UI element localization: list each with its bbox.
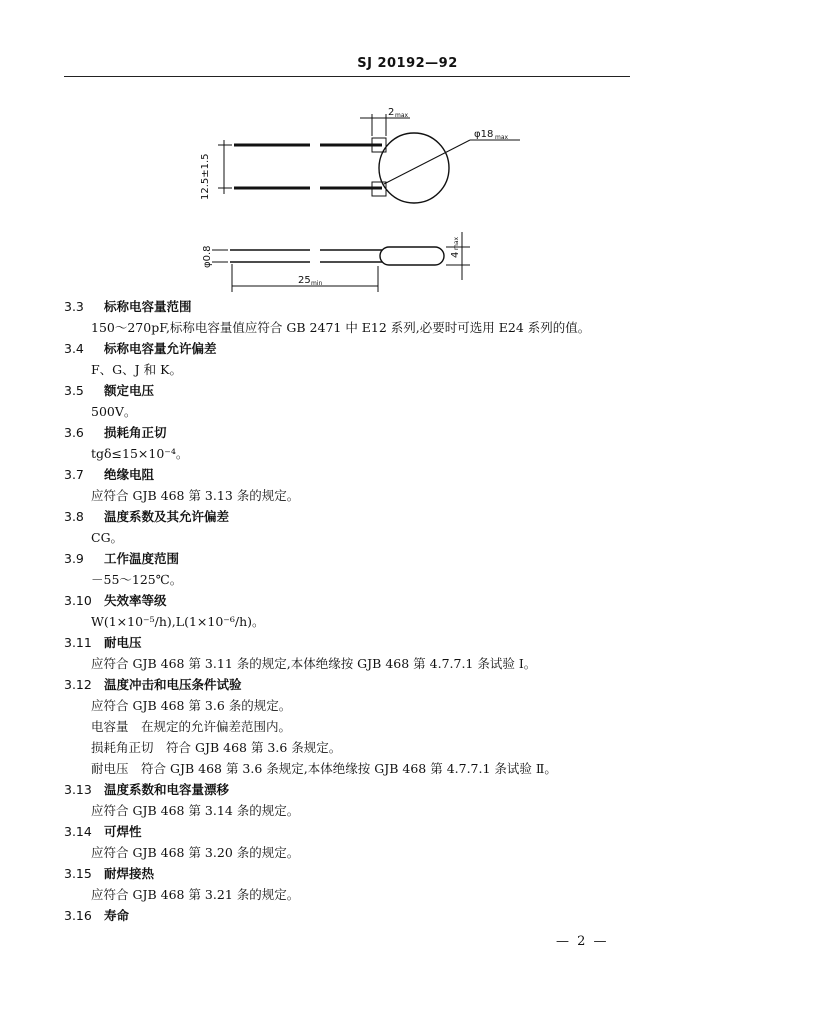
section-heading	[64, 380, 664, 401]
section	[64, 590, 664, 632]
dim-body-offset: 2	[388, 107, 395, 118]
section-body-line: F、G、J 和 K。	[91, 362, 182, 377]
section-number: 3.9	[64, 551, 84, 566]
section-number: 3.6	[64, 425, 84, 440]
section-number: 3.10	[64, 593, 92, 608]
section-heading	[64, 506, 664, 527]
dim-diameter: φ18	[474, 129, 494, 140]
section-number: 3.13	[64, 782, 92, 797]
section	[64, 338, 664, 380]
section-title: 温度系数和电容量漂移	[104, 782, 230, 797]
section-title: 标称电容量允许偏差	[104, 341, 217, 356]
section-heading	[64, 464, 664, 485]
section	[64, 905, 664, 926]
section-title: 温度冲击和电压条件试验	[104, 677, 242, 692]
section-body-line: 应符合 GJB 468 第 3.11 条的规定,本体绝缘按 GJB 468 第 4.7.7.1 条试验 Ⅰ。	[91, 656, 537, 671]
section-heading	[64, 632, 664, 653]
section-number: 3.4	[64, 341, 84, 356]
section-number: 3.14	[64, 824, 92, 839]
section-title: 耐焊接热	[104, 866, 155, 881]
section-body-line: tgδ≤15×10⁻⁴。	[91, 446, 189, 461]
dim-lead-length: 25	[298, 275, 311, 286]
section-title: 寿命	[104, 908, 130, 923]
page-number: — 2 —	[556, 934, 609, 949]
document-code: SJ 20192—92	[357, 56, 458, 71]
section	[64, 548, 664, 590]
section-number: 3.12	[64, 677, 92, 692]
section	[64, 863, 664, 905]
section-number: 3.8	[64, 509, 84, 524]
section-body-line: 应符合 GJB 468 第 3.13 条的规定。	[91, 488, 300, 503]
section-heading	[64, 338, 664, 359]
section-number: 3.7	[64, 467, 84, 482]
section-title: 失效率等级	[104, 593, 167, 608]
section	[64, 380, 664, 422]
section-body-line: 电容量 在规定的允许偏差范围内。	[91, 719, 292, 734]
section-body-line: 耐电压 符合 GJB 468 第 3.6 条规定,本体绝缘按 GJB 468 第 4.7.7.1 条试验 Ⅱ。	[91, 761, 557, 776]
section-heading	[64, 863, 664, 884]
section-heading	[64, 422, 664, 443]
dim-body-offset-sub: max	[395, 112, 409, 119]
section-title: 绝缘电阻	[104, 467, 155, 482]
section-number: 3.11	[64, 635, 92, 650]
section-body-line: 应符合 GJB 468 第 3.6 条的规定。	[91, 698, 292, 713]
requirements-sections	[64, 296, 664, 926]
section	[64, 296, 664, 338]
section-title: 标称电容量范围	[104, 299, 192, 314]
header-rule	[64, 76, 630, 77]
section-body-line: 应符合 GJB 468 第 3.14 条的规定。	[91, 803, 300, 818]
section-body-line: 500V。	[91, 404, 137, 419]
dim-lead-dia: φ0.8	[202, 245, 213, 268]
section	[64, 821, 664, 863]
section-heading	[64, 905, 664, 926]
section-heading	[64, 548, 664, 569]
section-heading	[64, 821, 664, 842]
section-body-line: 损耗角正切 符合 GJB 468 第 3.6 条规定。	[91, 740, 342, 755]
section	[64, 464, 664, 506]
dim-thickness-sub: max	[453, 236, 460, 250]
section-title: 温度系数及其允许偏差	[104, 509, 230, 524]
section-number: 3.16	[64, 908, 92, 923]
section-heading	[64, 296, 664, 317]
section-number: 3.3	[64, 299, 84, 314]
section-title: 耐电压	[104, 635, 142, 650]
section-heading	[64, 674, 664, 695]
section-body-line: 应符合 GJB 468 第 3.20 条的规定。	[91, 845, 300, 860]
section-title: 额定电压	[104, 383, 155, 398]
section-number: 3.5	[64, 383, 84, 398]
section-body-line: 150～270pF,标称电容量值应符合 GB 2471 中 E12 系列,必要时可选用 E24 系列的值。	[91, 320, 591, 335]
dim-lead-spacing: 12.5±1.5	[200, 153, 211, 200]
dim-lead-length-sub: min	[311, 280, 323, 287]
section-heading	[64, 779, 664, 800]
capacitor-outline-drawing	[0, 100, 600, 300]
dim-thickness: 4	[450, 251, 461, 258]
section-title: 可焊性	[104, 824, 142, 839]
section-number: 3.15	[64, 866, 92, 881]
section	[64, 506, 664, 548]
section	[64, 422, 664, 464]
section-body-line: W(1×10⁻⁵/h),L(1×10⁻⁶/h)。	[91, 614, 265, 629]
section-body-line: －55～125℃。	[91, 572, 183, 587]
section-body-line: CG。	[91, 530, 124, 545]
dim-diameter-sub: max	[495, 134, 509, 141]
section	[64, 779, 664, 821]
section	[64, 674, 664, 779]
section-body-line: 应符合 GJB 468 第 3.21 条的规定。	[91, 887, 300, 902]
section-title: 工作温度范围	[104, 551, 180, 566]
section-heading	[64, 590, 664, 611]
section	[64, 632, 664, 674]
section-title: 损耗角正切	[104, 425, 167, 440]
